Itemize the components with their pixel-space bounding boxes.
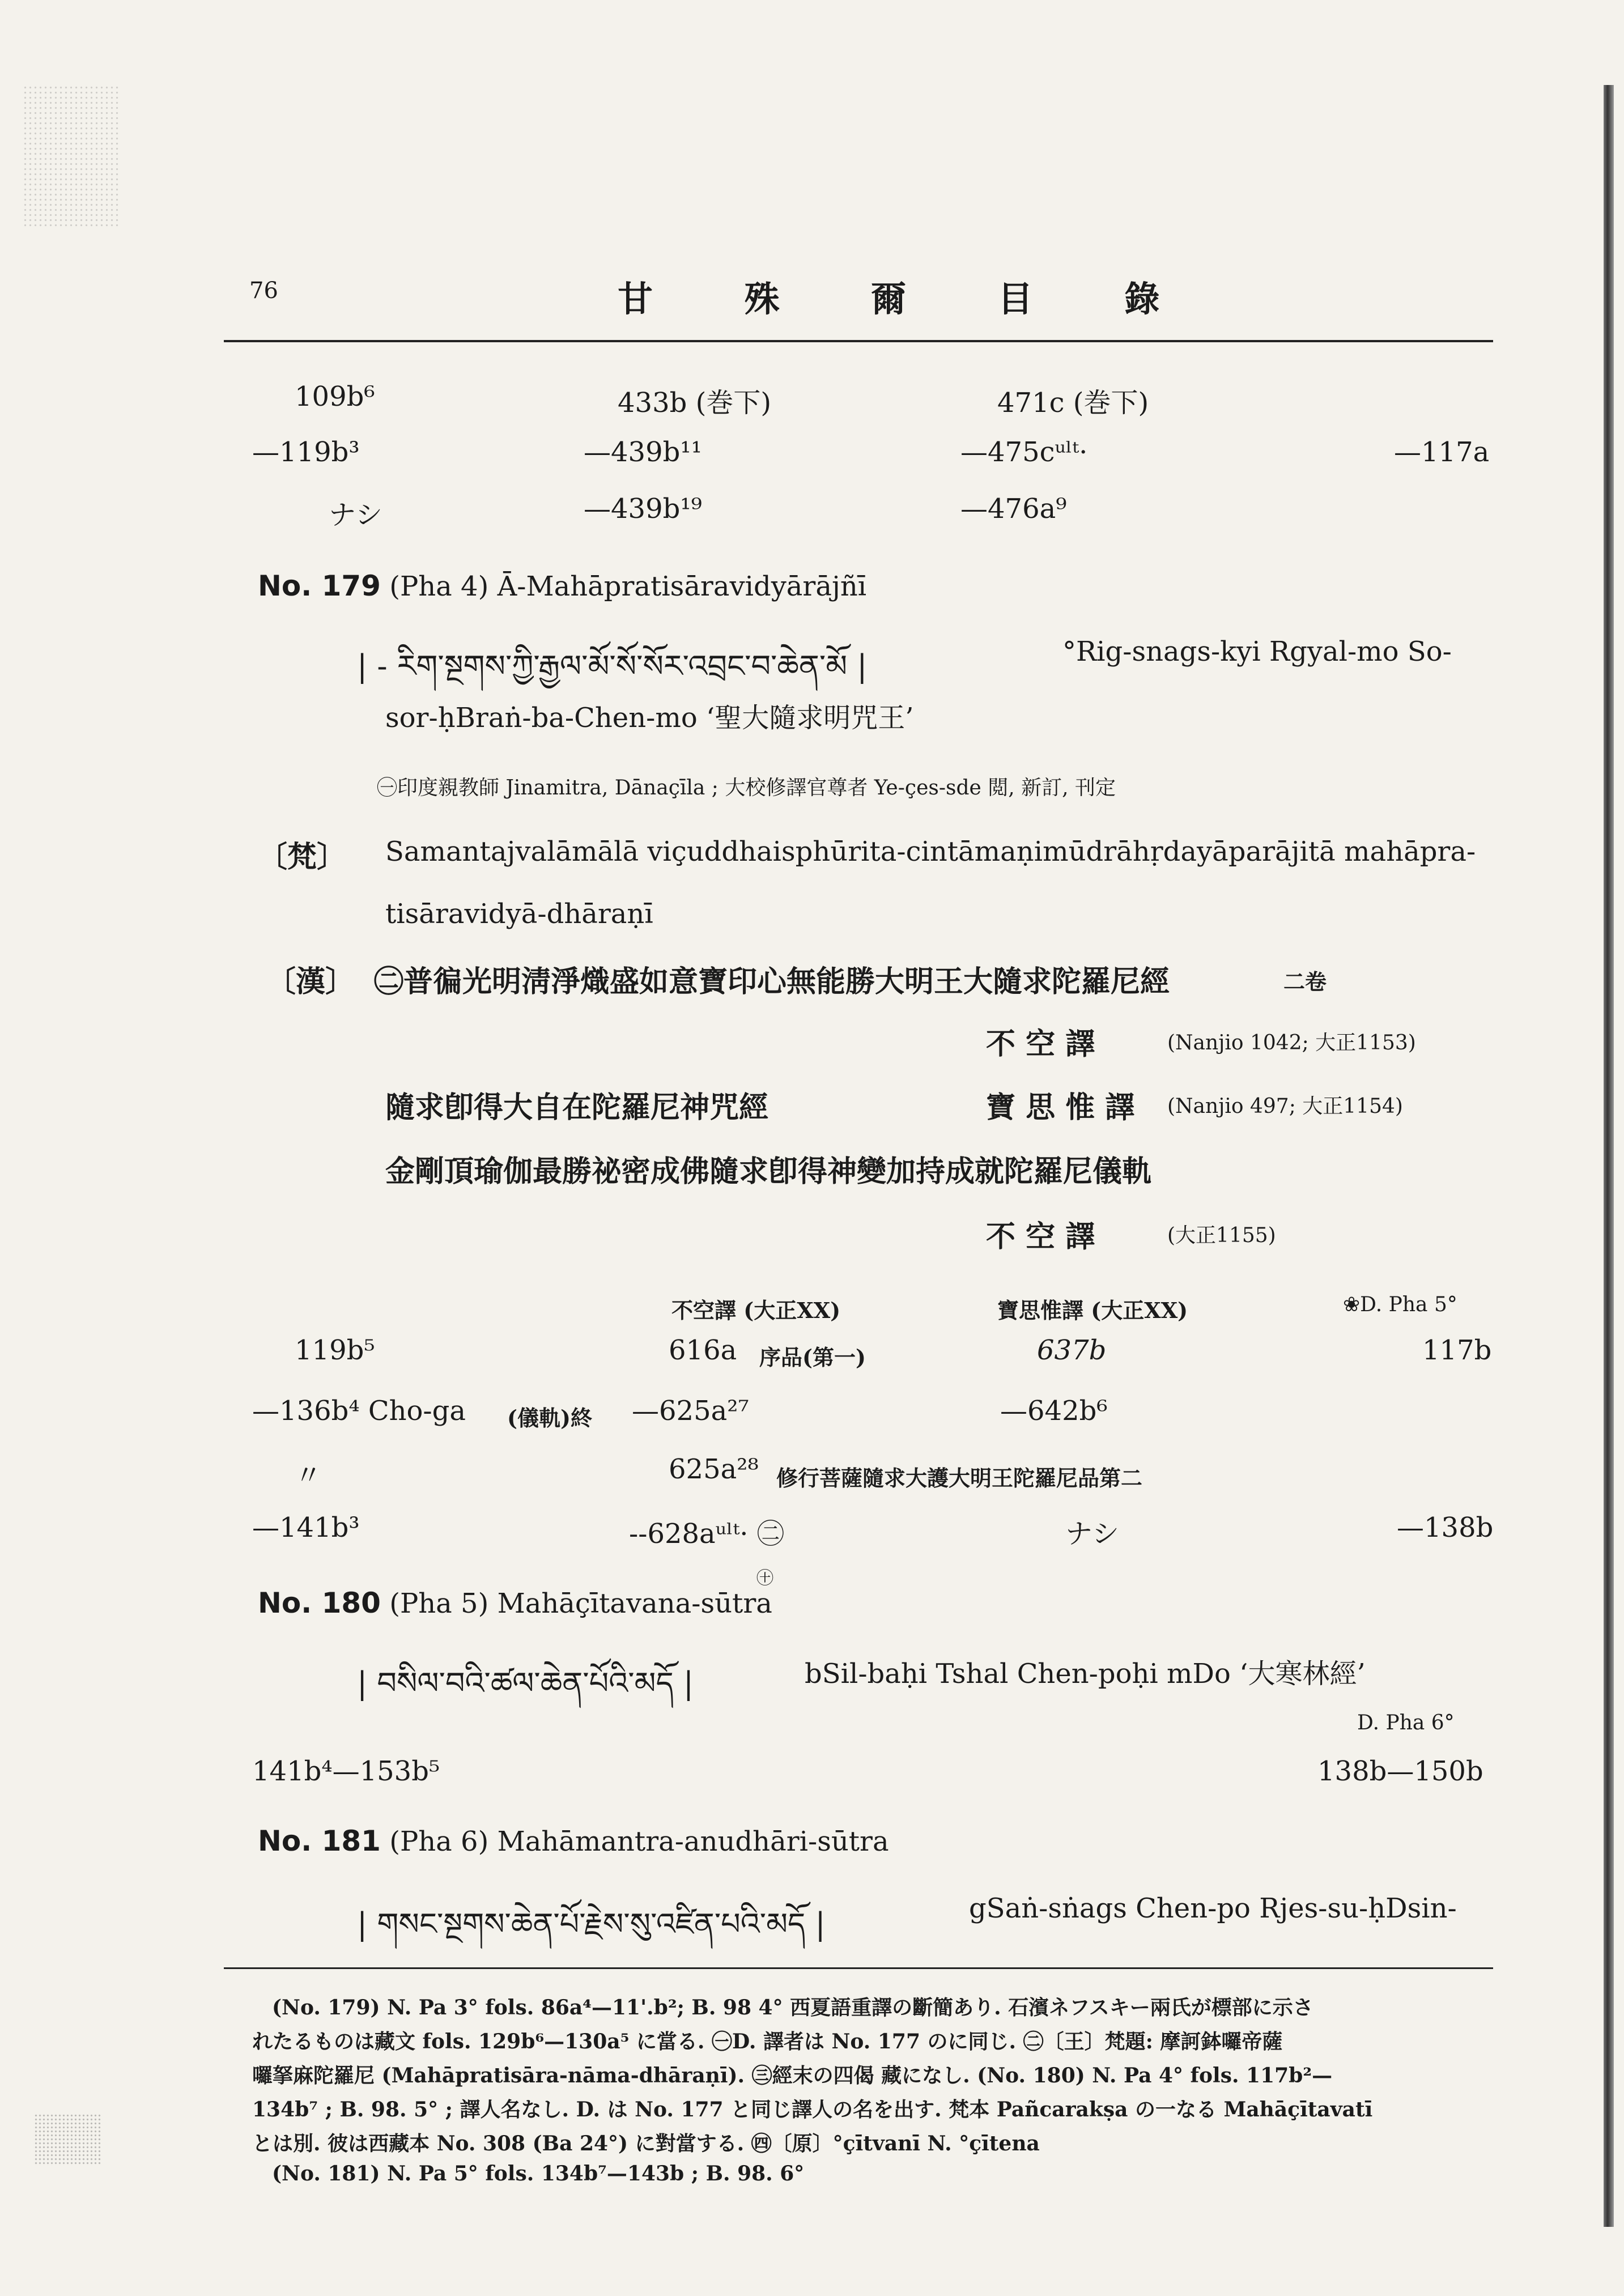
entry-heading-text: (Pha 4) Ā-Mahāpratisāravidyārājñī	[389, 571, 867, 602]
table-cell: —141b³	[252, 1512, 360, 1544]
header-rule	[224, 340, 1493, 342]
chinese-label: 〔漢〕	[266, 964, 355, 999]
table-cell: —475cᵘˡᵗ·	[960, 436, 1088, 468]
footnote-line: (No. 179) N. Pa 3° fols. 86a⁴—11'.b²; B. 98 4° 西夏語重譯の斷簡あり. 石濱ネフスキー兩氏が標部に示さ	[272, 1996, 1313, 2019]
entry-number: No. 179	[258, 569, 381, 602]
table-header: 不空譯 (大正XX)	[671, 1298, 841, 1323]
table-cell: --628aᵘˡᵗ· ㊁	[629, 1518, 784, 1550]
table-cell: —642b⁶	[1000, 1395, 1108, 1427]
romanized-title: bSil-baḥi Tshal Chen-poḥi mDo ‘大寒林經’	[805, 1658, 1366, 1690]
table-cell: 433b (巻下)	[618, 387, 772, 419]
table-cell: 109b⁶	[295, 381, 375, 413]
entry-heading-text: (Pha 6) Mahāmantra-anudhāri-sūtra	[389, 1826, 889, 1857]
scan-speckle-bottom	[34, 2114, 102, 2165]
chinese-title-1: ㊁普徧光明淸淨熾盛如意寶印心無能勝大明王大隨求陀羅尼經	[374, 964, 1170, 999]
footnote-line: 囉拏麻陀羅尼 (Mahāpratisāra-nāma-dhāraṇī). ㊂經末の四偈 藏になし. (No. 180) N. Pa 4° fols. 117b²—	[252, 2064, 1333, 2087]
chinese-title-2: 隨求卽得大自在陀羅尼神咒經	[385, 1090, 769, 1125]
entry-number: No. 180	[258, 1587, 381, 1619]
tibetan-title: | བསིལ་བའི་ཚལ་ཆེན་པོའི་མདོ |	[357, 1665, 694, 1701]
entry-179-heading	[258, 569, 866, 602]
table-cell: —119b³	[252, 436, 360, 468]
translator-3: 不 空 譯	[986, 1219, 1095, 1254]
annotation-mark: ㊉	[756, 1568, 773, 1588]
entry-number: No. 181	[258, 1825, 381, 1857]
table-cell: 616a	[669, 1334, 737, 1366]
sanskrit-title-cont: tisāravidyā-dhāraṇī	[385, 898, 653, 930]
table-cell: 119b⁵	[295, 1334, 375, 1366]
translator-1: 不 空 譯	[986, 1027, 1095, 1061]
table-cell: 〃	[295, 1460, 322, 1491]
translators-note: ㊀印度親教師 Jinamitra, Dānaçīla ; 大校修譯官尊者 Ye-çes-sde 閲, 新訂, 刊定	[377, 776, 1116, 800]
entry-181-heading	[258, 1825, 889, 1857]
chinese-title-3: 金剛頂瑜伽最勝祕密成佛隨求卽得神變加持成就陀羅尼儀軌	[385, 1154, 1152, 1189]
sanskrit-title: Samantajvalāmālā viçuddhaisphūrita-cintāmaṇimūdrāhṛdayāparājitā mahāpra-	[385, 836, 1476, 868]
page-title: 甘 殊 爾 目 錄	[618, 278, 1200, 320]
chinese-volume: 二卷	[1283, 969, 1327, 994]
table-cell: 471c (巻下)	[997, 387, 1149, 419]
table-cell: 625a²⁸	[669, 1453, 759, 1485]
tibetan-title: | - རིག་སྔགས་ཀྱི་རྒྱལ་མོ་སོ་སོར་འབྲང་བ་ཆེན་མོ |	[357, 648, 868, 684]
entry-180-heading	[258, 1587, 772, 1619]
romanized-title: °Rig-snags-kyi Rgyal-mo So-	[1062, 636, 1452, 667]
table-cell: 637b	[1037, 1334, 1107, 1366]
table-cell: ナシ	[329, 499, 383, 531]
table-cell: 修行菩薩隨求大護大明王陀羅尼品第二	[776, 1465, 1143, 1491]
table-header: 寶思惟譯 (大正XX)	[997, 1298, 1188, 1323]
translator-2: 寶 思 惟 譯	[986, 1090, 1135, 1125]
folio-range-right: 138b—150b	[1317, 1755, 1483, 1787]
table-cell: —476a⁹	[960, 493, 1067, 525]
romanized-title-cont: sor-ḥBraṅ-ba-Chen-mo ‘聖大隨求明咒王’	[385, 702, 914, 734]
footnote-line: (No. 181) N. Pa 5° fols. 134b⁷—143b ; B. 98. 6°	[272, 2162, 805, 2186]
footnote-rule	[224, 1967, 1493, 1969]
scan-speckle	[23, 85, 119, 227]
romanized-title: gSaṅ-sṅags Chen-po Rjes-su-ḥDsin-	[969, 1893, 1457, 1924]
table-cell: (儀軌)終	[507, 1405, 592, 1431]
footnote-line: 134b⁷ ; B. 98. 5° ; 譯人名なし. D. は No. 177 と同じ譯人の名を出す. 梵本 Pañcarakṣa の一なる Mahāçītavatī	[252, 2098, 1373, 2121]
tibetan-title: | གསང་སྔགས་ཆེན་པོ་རྗེས་སུ་འཛིན་པའི་མདོ |	[357, 1906, 826, 1942]
table-cell: ナシ	[1065, 1518, 1120, 1550]
page-number: 76	[249, 278, 278, 304]
sanskrit-label: 〔梵〕	[258, 840, 347, 874]
table-cell: —117a	[1394, 436, 1490, 468]
table-cell: —138b	[1397, 1512, 1494, 1544]
table-cell: —625a²⁷	[632, 1395, 749, 1427]
table-header: ❀D. Pha 5°	[1343, 1293, 1457, 1316]
entry-heading-text: (Pha 5) Mahāçītavana-sūtra	[389, 1588, 772, 1619]
footnote-line: れたるものは藏文 fols. 129b⁶—130a⁵ に當る. ㊀D. 譯者は No. 177 のに同じ. ㊁〔王〕梵題: 摩訶鉢囉帝薩	[252, 2030, 1283, 2053]
footnote-line: とは別. 彼は西藏本 No. 308 (Ba 24°) に對當する. ㊃〔原〕°çītvanī N. °çītena	[252, 2132, 1040, 2155]
table-cell: —136b⁴ Cho-ga	[252, 1395, 466, 1427]
folio-range-left: 141b⁴—153b⁵	[252, 1755, 440, 1787]
d-reference: D. Pha 6°	[1357, 1711, 1455, 1734]
table-cell: —439b¹⁹	[584, 493, 702, 525]
reference-1: (Nanjio 1042; 大正1153)	[1167, 1031, 1416, 1055]
page-edge-shadow	[1604, 85, 1614, 2227]
table-cell: 序品(第一)	[759, 1345, 866, 1370]
reference-3: (大正1155)	[1167, 1224, 1276, 1247]
table-cell: 117b	[1422, 1334, 1492, 1366]
table-cell: —439b¹¹	[584, 436, 702, 468]
reference-2: (Nanjio 497; 大正1154)	[1167, 1095, 1403, 1118]
